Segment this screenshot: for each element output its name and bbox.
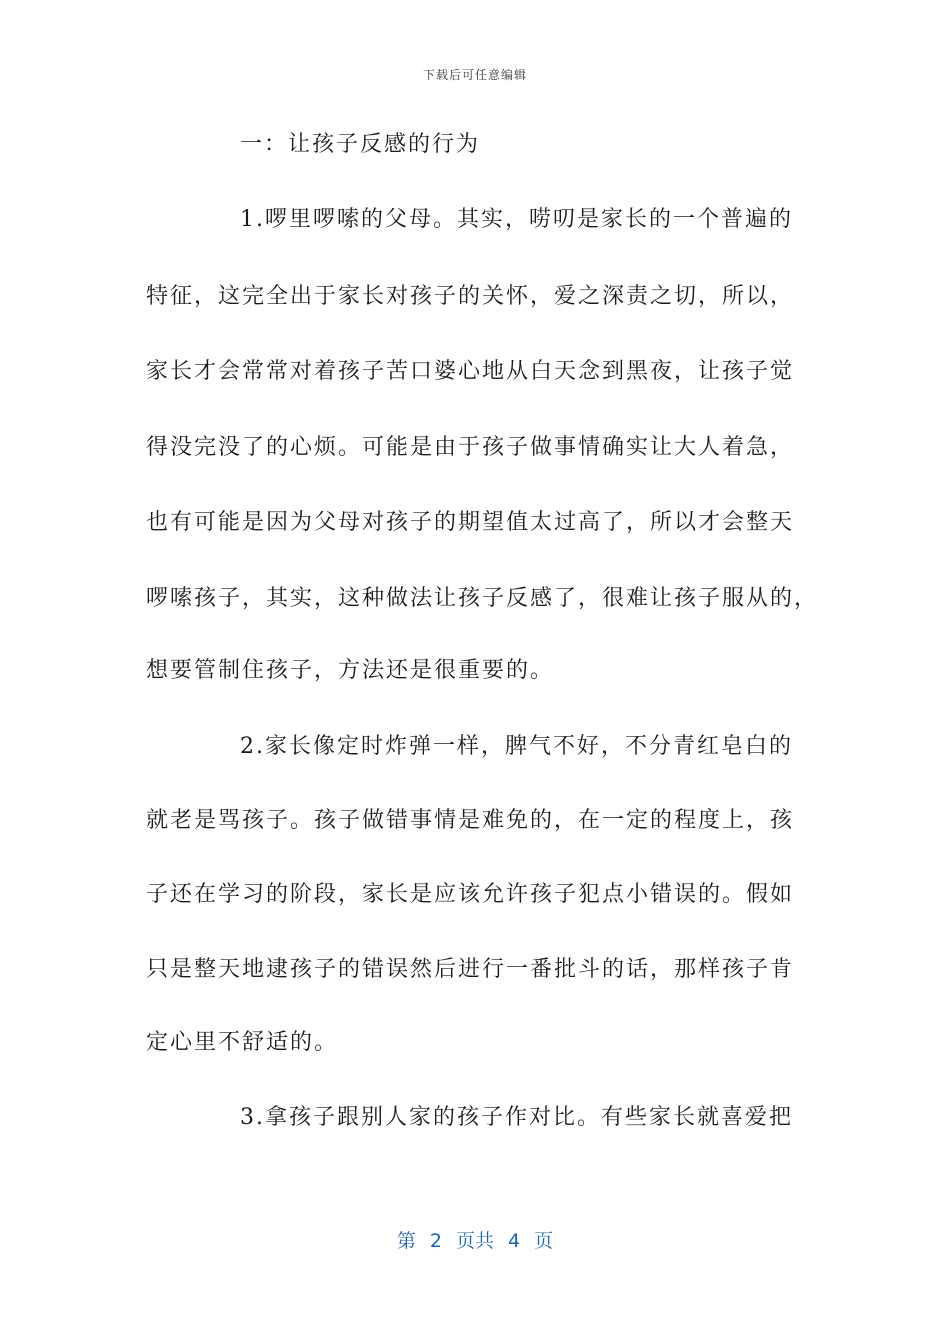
- paragraph-line: 1.啰里啰嗦的父母。其实，唠叨是家长的一个普遍的: [240, 207, 793, 232]
- footer-prefix: 第: [396, 1230, 416, 1252]
- paragraph-line: 啰嗦孩子，其实，这种做法让孩子反感了，很难让孩子服从的，: [146, 586, 819, 611]
- footer-suffix: 页: [534, 1230, 554, 1252]
- footer-page-number: 2: [429, 1230, 442, 1252]
- paragraph-line: 也有可能是因为父母对孩子的期望值太过高了，所以才会整天: [146, 510, 795, 535]
- paragraph-line: 家长才会常常对着孩子苦口婆心地从白天念到黑夜，让孩子觉: [146, 359, 795, 384]
- paragraph-line: 特征，这完全出于家长对孩子的关怀，爱之深责之切，所以，: [146, 284, 795, 309]
- footer-total-pages: 4: [508, 1230, 521, 1252]
- paragraph-line: 子还在学习的阶段，家长是应该允许孩子犯点小错误的。假如: [146, 882, 795, 907]
- footer-mid: 页共: [455, 1230, 494, 1252]
- section-heading: 一：让孩子反感的行为: [240, 132, 481, 157]
- paragraph-line: 得没完没了的心烦。可能是由于孩子做事情确实让大人着急，: [146, 435, 795, 460]
- paragraph-line: 就老是骂孩子。孩子做错事情是难免的，在一定的程度上，孩: [146, 808, 795, 833]
- paragraph-line: 只是整天地逮孩子的错误然后进行一番批斗的话，那样孩子肯: [146, 957, 795, 982]
- paragraph-line: 2.家长像定时炸弹一样，脾气不好，不分青红皂白的: [240, 734, 793, 759]
- page-footer: [0, 1226, 950, 1253]
- paragraph-line: 3.拿孩子跟别人家的孩子作对比。有些家长就喜爱把: [240, 1105, 793, 1130]
- paragraph-line: 想要管制住孩子，方法还是很重要的。: [146, 658, 555, 683]
- header-note: 下载后可任意编辑: [422, 68, 527, 82]
- paragraph-line: 定心里不舒适的。: [146, 1030, 339, 1055]
